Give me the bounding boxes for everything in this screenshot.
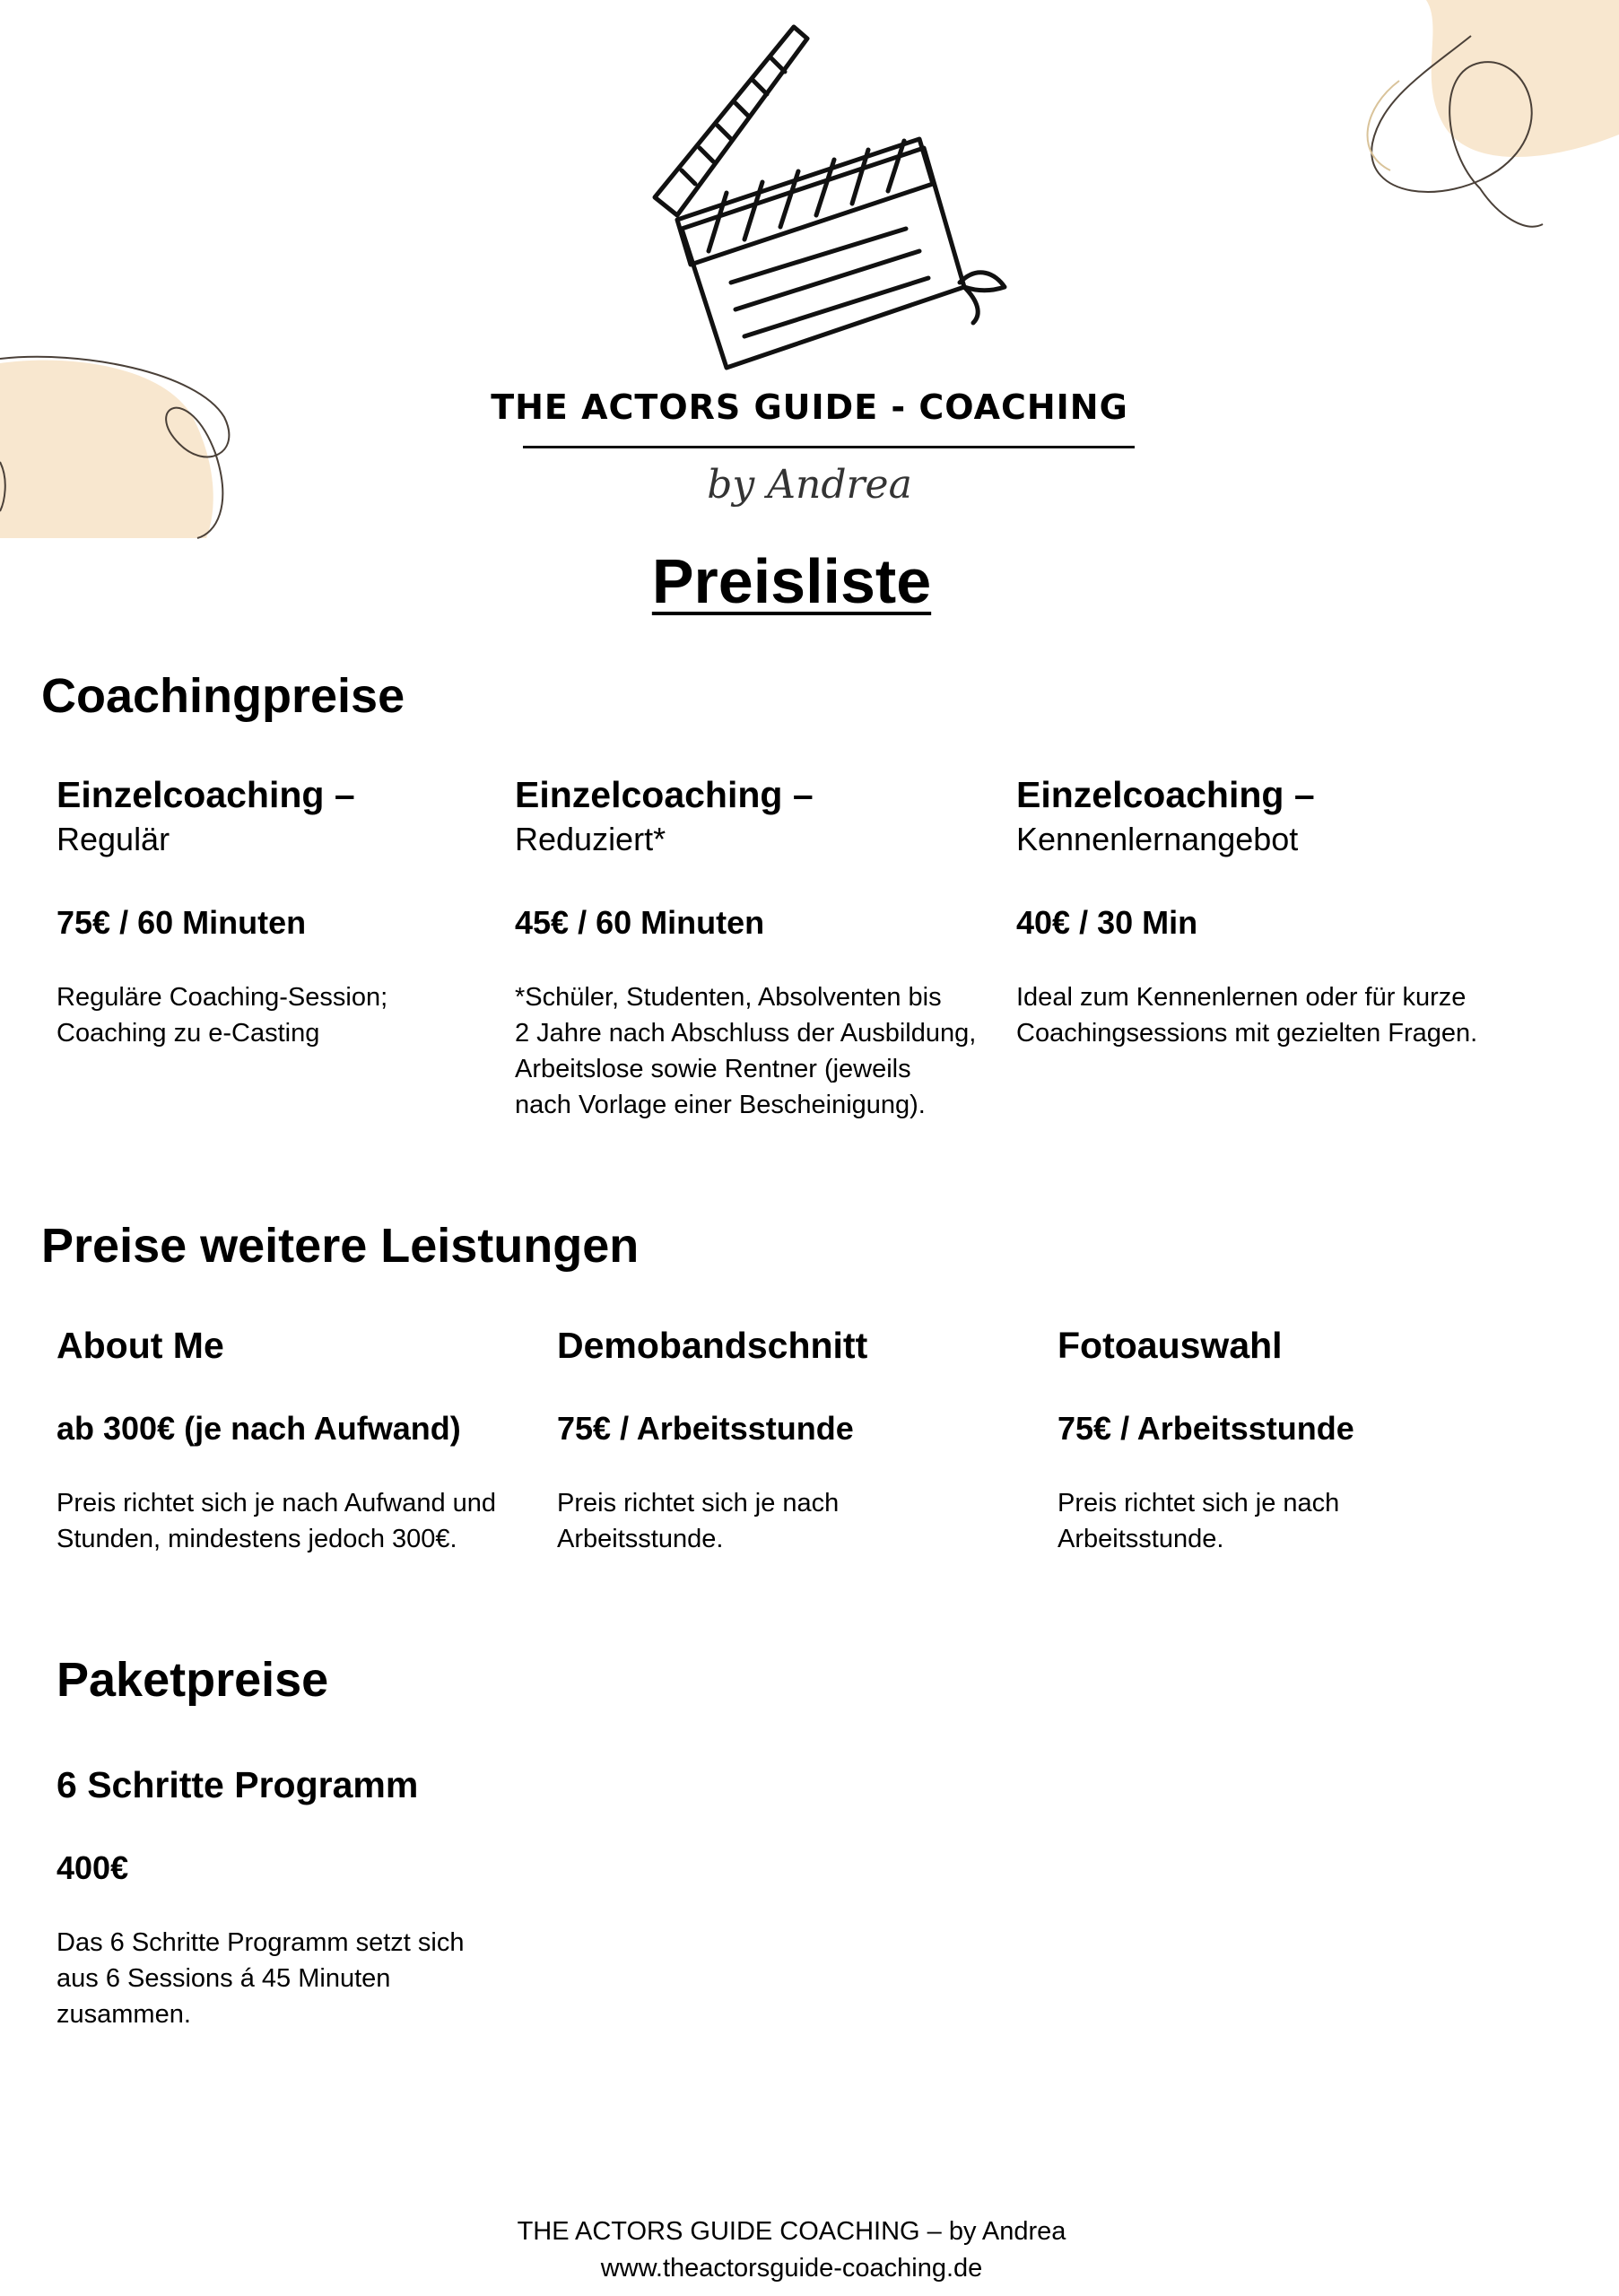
- card-description: Reguläre Coaching-Session; Coaching zu e-Casting: [57, 983, 388, 1048]
- price-card-demoband: [557, 1322, 1005, 1557]
- footer: [0, 2213, 1583, 2287]
- section-heading-services: Preise weitere Leistungen: [41, 1219, 640, 1273]
- card-title: About Me: [57, 1325, 224, 1366]
- card-subtitle: Reduziert*: [515, 821, 666, 857]
- page-title: Preisliste: [651, 546, 932, 616]
- price-card-about-me: [57, 1322, 545, 1557]
- brand-signature: by Andrea: [707, 462, 912, 508]
- price-card-fotoauswahl: [1058, 1322, 1506, 1557]
- card-title: Fotoauswahl: [1058, 1325, 1283, 1366]
- card-description: Ideal zum Kennenlernen oder für kurze Coachingsessions mit gezielten Fragen.: [1016, 983, 1478, 1048]
- section-heading-coaching: Coachingpreise: [41, 669, 405, 723]
- card-title: 6 Schritte Programm: [57, 1764, 419, 1805]
- price-card-reduced: [515, 771, 999, 1123]
- card-title: Einzelcoaching –: [1016, 774, 1315, 815]
- clapperboard-icon: [628, 13, 1014, 377]
- card-price: 400€: [57, 1849, 129, 1886]
- card-description: Preis richtet sich je nach Arbeitsstunde.: [1058, 1489, 1340, 1553]
- section-heading-packages: Paketpreise: [57, 1653, 329, 1707]
- card-price: 75€ / 60 Minuten: [57, 904, 307, 941]
- card-title: Einzelcoaching –: [515, 774, 814, 815]
- card-description: Preis richtet sich je nach Aufwand und Stunden, mindestens jedoch 300€.: [57, 1489, 497, 1553]
- decorative-blob-left: [0, 345, 238, 543]
- card-price: 75€ / Arbeitsstunde: [1058, 1410, 1354, 1447]
- price-card-6-steps: [57, 1761, 559, 2032]
- card-price: 75€ / Arbeitsstunde: [557, 1410, 854, 1447]
- price-card-intro: [1016, 771, 1572, 1051]
- card-price: 40€ / 30 Min: [1016, 904, 1198, 941]
- card-title: Einzelcoaching –: [57, 774, 355, 815]
- card-title: Demobandschnitt: [557, 1325, 868, 1366]
- footer-website-link[interactable]: www.theactorsguide-coaching.de: [600, 2254, 983, 2283]
- card-description: Preis richtet sich je nach Arbeitsstunde.: [557, 1489, 840, 1553]
- price-card-regular: [57, 771, 496, 1051]
- card-subtitle: Regulär: [57, 821, 170, 857]
- card-description: *Schüler, Studenten, Absolventen bis 2 Jahre nach Abschluss der Ausbildung, Arbeitslose sowie Rentner (jeweils nach Vorlage einer Bescheinigung).: [515, 983, 977, 1119]
- footer-line-brand: THE ACTORS GUIDE COACHING – by Andrea: [517, 2217, 1066, 2246]
- card-price: ab 300€ (je nach Aufwand): [57, 1410, 461, 1447]
- card-price: 45€ / 60 Minuten: [515, 904, 765, 941]
- brand-title: THE ACTORS GUIDE - COACHING: [491, 387, 1128, 427]
- decorative-blob-top-right: [1345, 0, 1619, 242]
- brand-divider: [523, 446, 1135, 448]
- card-subtitle: Kennenlernangebot: [1016, 821, 1299, 857]
- card-description: Das 6 Schritte Programm setzt sich aus 6 Sessions á 45 Minuten zusammen.: [57, 1928, 465, 2029]
